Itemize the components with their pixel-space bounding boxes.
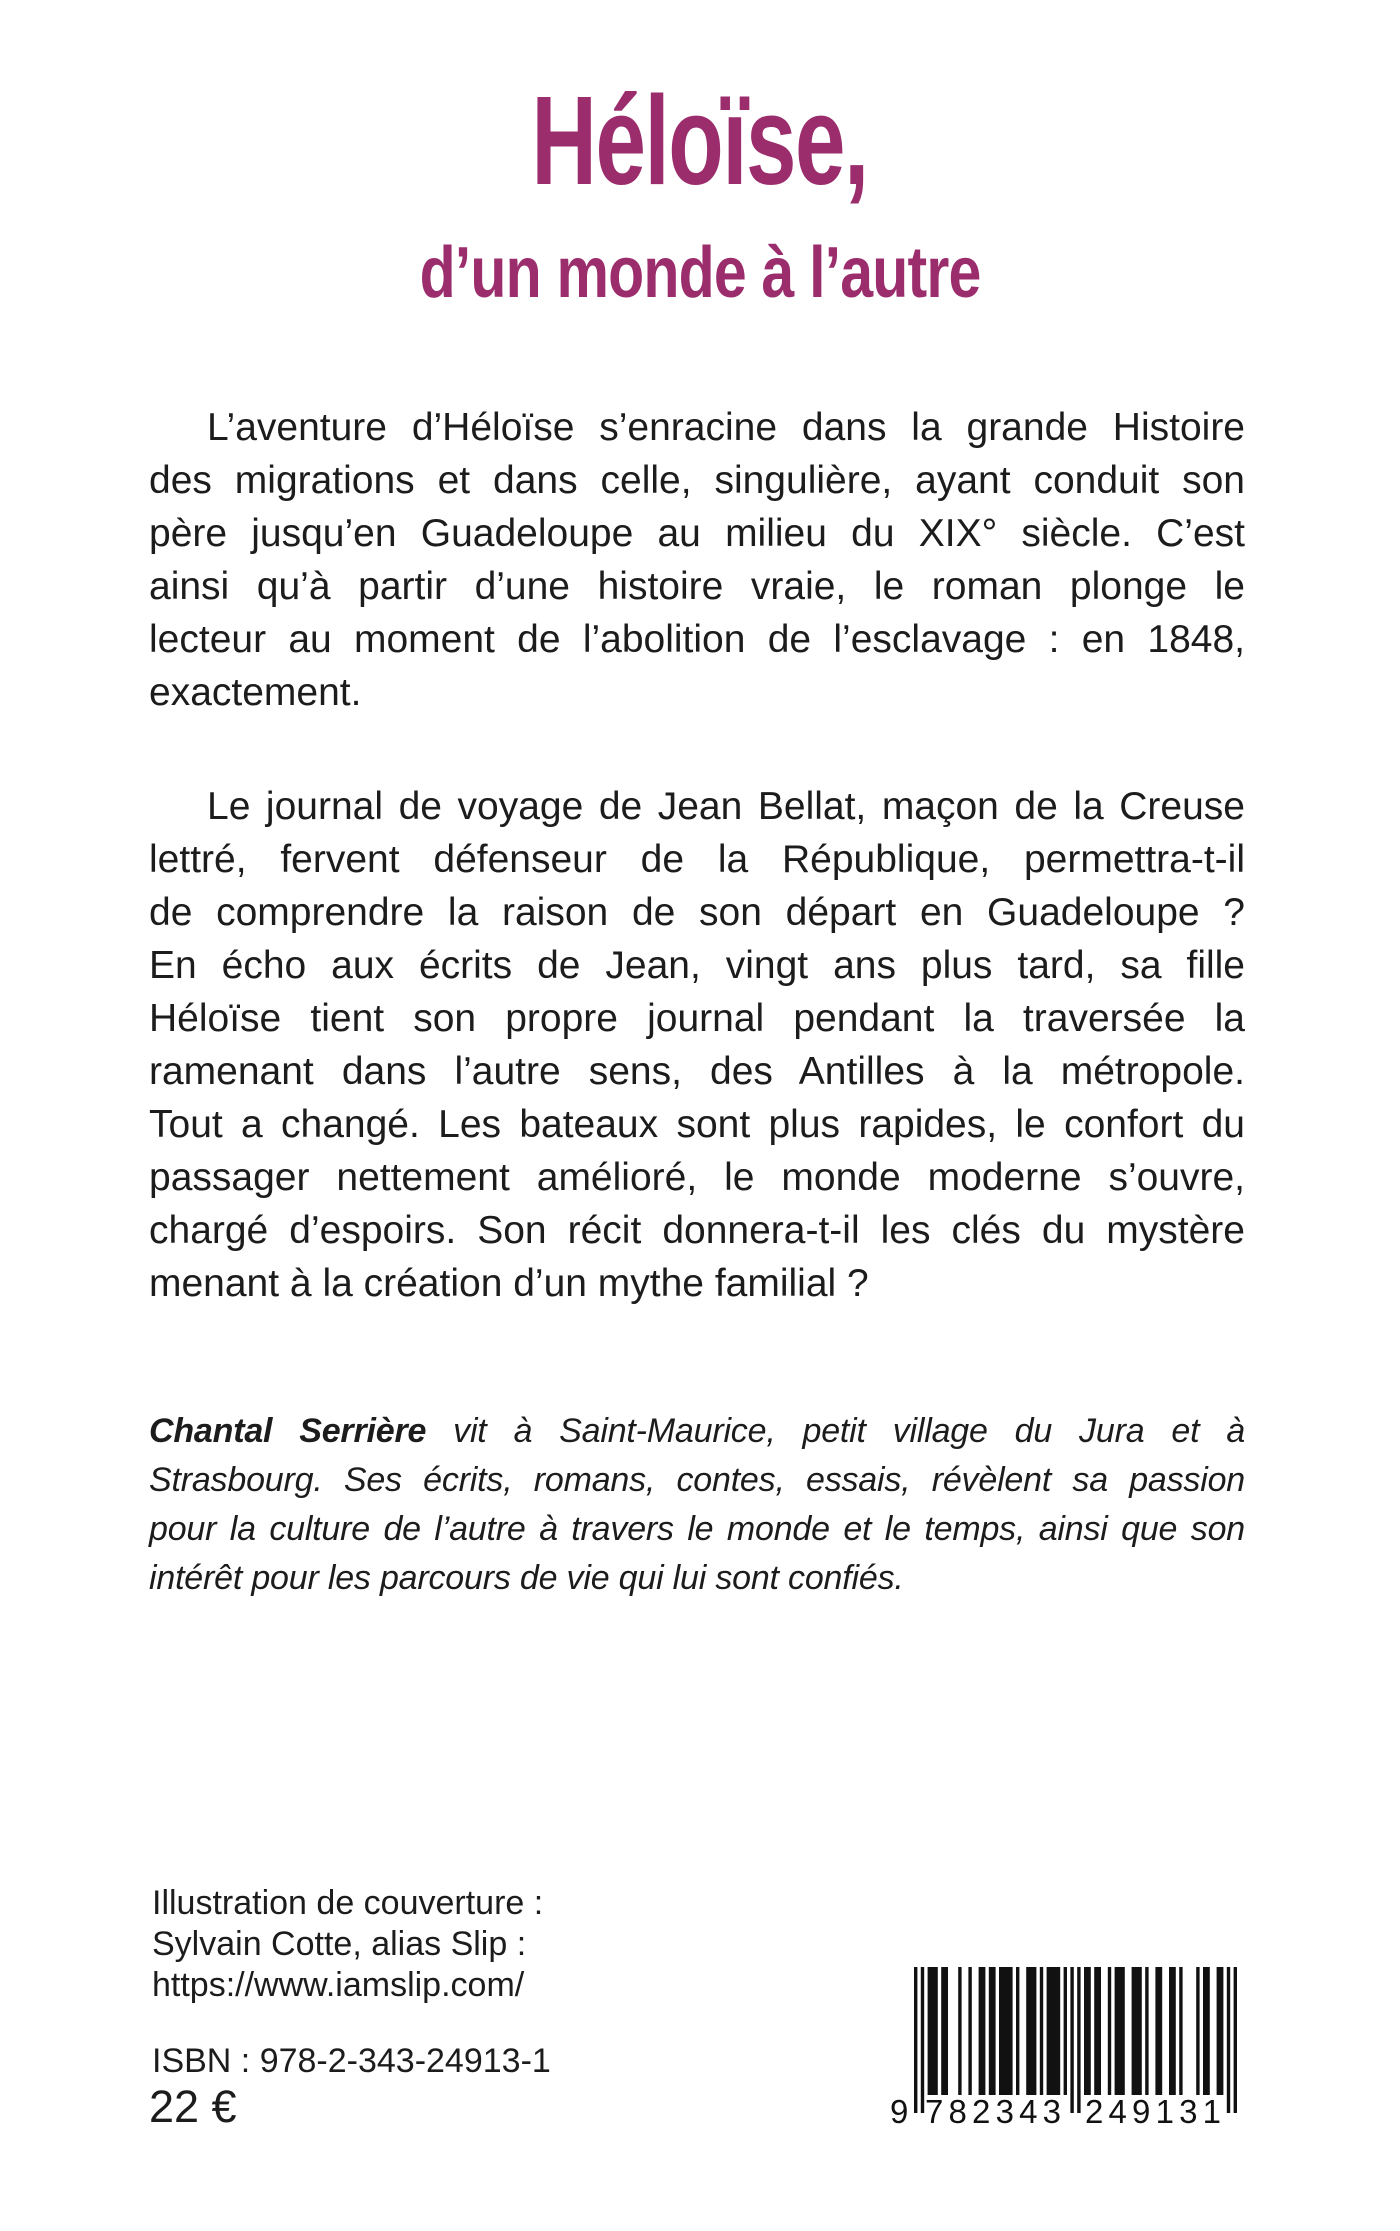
author-bio-first-line: vit à Saint-Maurice, petit village du Jura et à [426,1412,1245,1450]
ean13-barcode [884,1967,1244,2129]
illustrator-website: https://www.iamslip.com/ [152,1966,525,2004]
text-line: ainsi qu’à partir d’une histoire vraie, le roman plonge le [149,565,1245,608]
text-line: En écho aux écrits de Jean, vingt ans plus tard, sa fille [149,944,1245,987]
price-text: 22 € [149,2081,237,2132]
author-bio [149,1407,1245,1603]
text-line: père jusqu’en Guadeloupe au milieu du XIX° siècle. C’est [149,512,1245,555]
isbn-text: ISBN : 978-2-343-24913-1 [152,2042,551,2080]
book-subtitle-text: d’un monde à l’autre [419,233,981,313]
cover-credit-label: Illustration de couverture : [152,1884,544,1922]
text-line: de comprendre la raison de son départ en Guadeloupe ? [149,891,1245,934]
author-name: Chantal Serrière [149,1412,427,1450]
ean13-barcode-svg [884,1967,1244,2129]
text-line [149,1407,1245,1456]
text-line: Strasbourg. Ses écrits, romans, contes, essais, révèlent sa passion [149,1461,1245,1499]
text-line: Le journal de voyage de Jean Bellat, maçon de la Creuse [207,785,1245,828]
book-subtitle [0,233,1400,313]
text-line: exactement. [149,671,362,714]
synopsis-paragraph-2 [149,780,1245,1310]
barcode-digit-group: 782343 [925,2093,1061,2129]
text-line: passager nettement amélioré, le monde moderne s’ouvre, [149,1156,1245,1199]
synopsis [149,401,1245,1310]
text-line: lecteur au moment de l’abolition de l’esclavage : en 1848, [149,618,1245,661]
text-line: L’aventure d’Héloïse s’enracine dans la grande Histoire [207,406,1245,449]
text-line: des migrations et dans celle, singulière, ayant conduit son [149,459,1245,502]
book-title [0,70,1400,211]
barcode-bars [914,1967,1237,2113]
barcode-digit-first: 9 [890,2093,909,2129]
text-line: intérêt pour les parcours de vie qui lui sont confiés. [149,1559,904,1597]
text-line: menant à la création d’un mythe familial ? [149,1262,869,1305]
text-line: chargé d’espoirs. Son récit donnera-t-il les clés du mystère [149,1209,1245,1252]
text-line: lettré, fervent défenseur de la République, permettra-t-il [149,838,1245,881]
synopsis-paragraph-1 [149,401,1245,719]
text-line: ramenant dans l’autre sens, des Antilles à la métropole. [149,1050,1245,1093]
barcode-digit-group: 249131 [1085,2093,1221,2129]
text-line: pour la culture de l’autre à travers le monde et le temps, ainsi que son [149,1510,1245,1548]
book-title-text: Héloïse, [531,70,869,211]
text-line: Tout a changé. Les bateaux sont plus rapides, le confort du [149,1103,1245,1146]
illustrator-name: Sylvain Cotte, alias Slip : [152,1925,527,1963]
cover-credits [152,1883,543,2006]
text-line: Héloïse tient son propre journal pendant la traversée la [149,997,1245,1040]
